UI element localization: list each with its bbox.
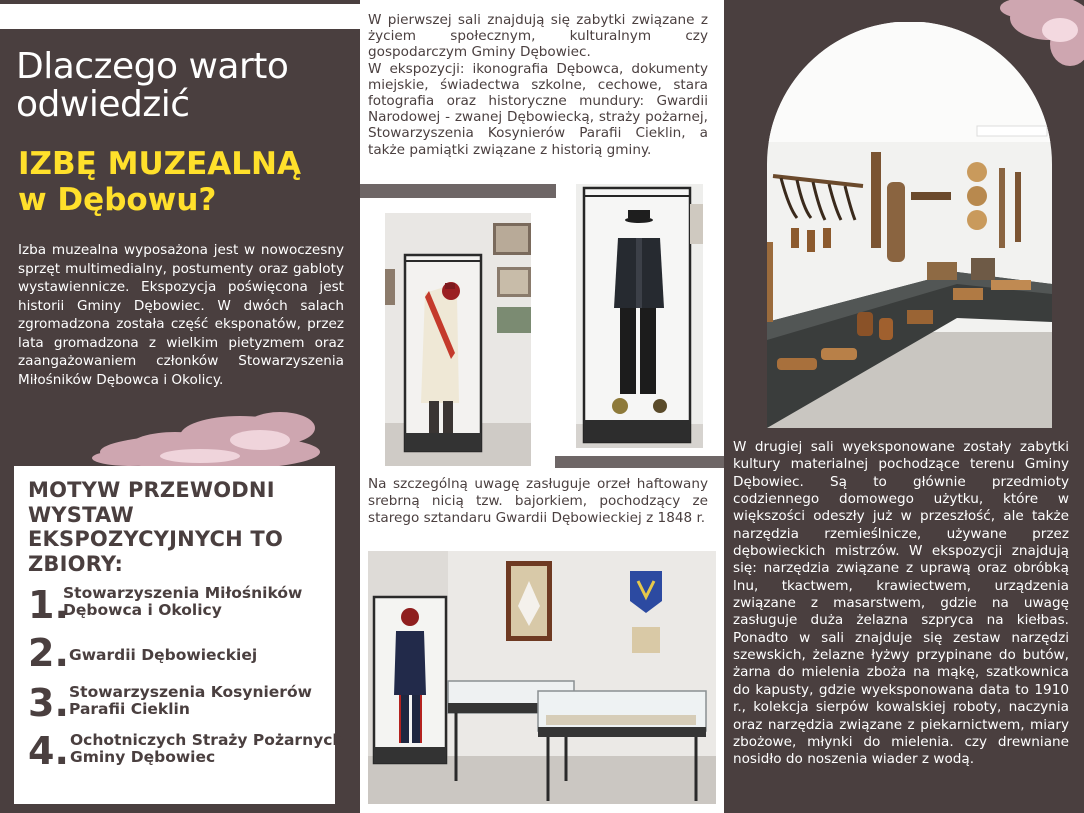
main-title	[18, 146, 348, 218]
main-title-line-2: w Dębowu?	[18, 182, 217, 218]
top-stripe	[0, 0, 360, 4]
photo-costume-display-case	[385, 213, 531, 466]
eagle-note: Na szczególną uwagę zasługuje orzeł haftowany srebrną nicią tzw. bajorkiem, pochodzący ze starego sztandaru Gwardii Dębowieckiej z 1848 r.	[368, 476, 708, 526]
motif-heading: MOTYW PRZEWODNI WYSTAW EKSPOZYCYJNYCH TO ZBIORY:	[28, 478, 284, 576]
motif-text: Stowarzyszenia Kosynierów Parafii Cieklin	[69, 683, 312, 718]
pink-splash-decoration	[90, 408, 330, 466]
main-title-line-1: IZBĘ MUZEALNĄ	[18, 146, 301, 182]
motif-text: Gwardii Dębowieckiej	[69, 646, 258, 664]
motif-item-3	[28, 682, 333, 726]
motif-item-4	[28, 729, 344, 774]
motif-text: Stowarzyszenia Miłośników Dębowca i Okolicy	[63, 584, 303, 619]
motif-number: 1.	[28, 583, 69, 627]
divider-bar	[555, 456, 725, 468]
room2-description: W drugiej sali wyeksponowane zostały zabytki kultury materialnej pochodzące terenu Gminy Dębowiec. Są to głównie przedmioty codziennego domowego użytku, które w większości odeszły już w przeszłość, ale także narzędzia rzemieślnicze, używane przez dębowieckich mistrzów. W ekspozycji znajdują się: narzędzia związane z uprawą oraz obróbką lnu, tkactwem, krawiectwem, urządzenia związane z masarstwem, gdzie na uwagę zasługuje duża żelazna szpryca na kiełbas. Ponadto w sali znajduje się zestaw narzędzi szewskich, żelazne łyżwy przypinane do butów, żarna do mielenia zboża na mąkę, szatkownica do kapusty, gdzie wyeksponowana data to 1910 r., kolekcja sierpów kowalskiej roboty, naczynia oraz narzędzia związane z piekarnictwem, miary zbożowe, młynki do mielenia. czy drewniane nosidło do noszenia wiader z wodą.	[733, 439, 1069, 768]
motif-item-1	[28, 584, 333, 628]
top-white-band	[0, 4, 360, 29]
motif-item-2	[28, 632, 333, 676]
motif-text: Ochotniczych Straży Pożarnych Gminy Dębowiec	[70, 731, 344, 766]
lead-title: Dlaczego warto odwiedzić	[16, 46, 289, 125]
room1-description	[368, 12, 708, 158]
motif-number: 2.	[28, 631, 69, 675]
motif-number: 3.	[28, 681, 69, 725]
photo-exhibition-room	[368, 551, 716, 804]
photo-uniform-display-case	[576, 184, 703, 448]
photo-tools-exhibition	[767, 22, 1052, 428]
intro-paragraph: Izba muzealna wyposażona jest w nowoczesny sprzęt multimedialny, postumenty oraz gabloty wystawiennicze. Ekspozycja poświęcona jest historii Gminy Dębowiec. W dwóch salach zgromadzona została część eksponatów, przez lata gromadzona z wielkim pietyzmem oraz zaangażowaniem członków Stowarzyszenia Miłośników Dębowca i Okolicy.	[18, 242, 344, 388]
divider-bar	[360, 184, 556, 198]
room1-text-b: W ekspozycji: ikonografia Dębowca, dokumenty miejskie, świadectwa szkolne, cechowe, stara fotografia oraz historyczne mundury: Gwardii Narodowej - zwanej Dębowiecką, straży pożarnej, Stowarzyszenia Kosynierów Parafii Cieklin, a także pamiątki związane z historią gminy.	[368, 60, 708, 158]
motif-number: 4.	[28, 729, 69, 773]
room1-text-a: W pierwszej sali znajdują się zabytki związane z życiem społecznym, kulturalnym czy gospodarczym Gminy Dębowiec.	[368, 12, 708, 61]
